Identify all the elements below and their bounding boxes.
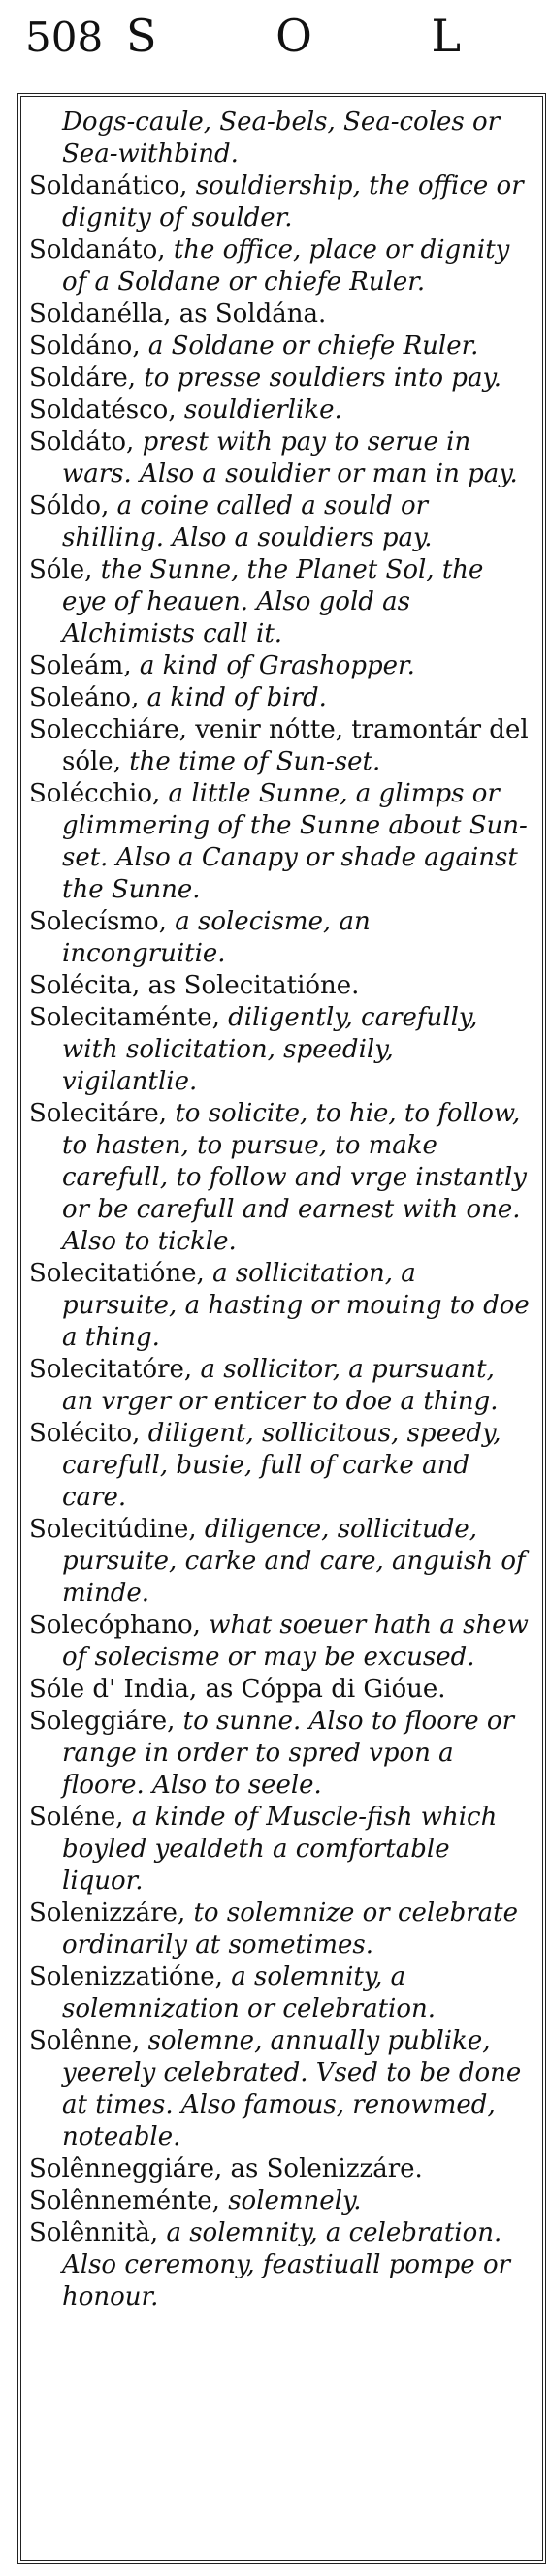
dictionary-entry — [62, 107, 534, 171]
dictionary-entry — [29, 330, 534, 362]
dictionary-entry — [29, 1610, 534, 1674]
dictionary-entry — [29, 394, 534, 426]
entry-definition: a kinde of Muscle-fish which boyled yealdeth a comfortable liquor. — [62, 1803, 498, 1896]
dictionary-entry — [29, 2217, 534, 2313]
entry-definition: souldierlike. — [183, 395, 342, 424]
entry-definition: to sunne. Also to floore or range in order to spred vpon a floore. Also to seele. — [62, 1707, 515, 1800]
entry-headword: Sóle d' India, as Cóppa di Gióue. — [29, 1675, 446, 1704]
dictionary-entries — [29, 107, 534, 2313]
entry-headword: Soléne, — [29, 1803, 124, 1832]
entry-definition: the time of Sun-set. — [129, 747, 381, 776]
entry-definition: a sollicitor, a pursuant, an vrger or enticer to doe a thing. — [62, 1355, 499, 1416]
entry-definition: a Soldane or chiefe Ruler. — [147, 331, 479, 361]
dictionary-entry — [29, 1802, 534, 1898]
entry-definition: a solecisme, an incongruitie. — [62, 907, 371, 968]
entry-headword: Solecitatóre, — [29, 1355, 193, 1384]
entry-definition: diligence, sollicitude, pursuite, carke and care, anguish of minde. — [62, 1515, 526, 1608]
entry-headword: Sóle, — [29, 555, 93, 584]
entry-headword: Soldanático, — [29, 172, 188, 201]
entry-definition: prest with pay to serue in wars. Also a souldier or man in pay. — [62, 427, 518, 488]
dictionary-entry — [29, 682, 534, 714]
page-header — [0, 0, 550, 83]
dictionary-entry — [29, 714, 534, 778]
entry-headword: Solécito, — [29, 1419, 141, 1448]
dictionary-entry — [29, 362, 534, 394]
entry-headword: Soldáre, — [29, 363, 137, 393]
dictionary-entry — [29, 650, 534, 682]
entry-definition: the office, place or dignity of a Soldane or chiefe Ruler. — [62, 236, 510, 297]
entry-definition: diligently, carefully, with solicitation, speedily, vigilantlie. — [62, 1003, 478, 1096]
entry-headword: Solênnità, — [29, 2218, 159, 2247]
entry-headword: Soldanélla, as Soldána. — [29, 299, 327, 329]
entry-headword: Soleáno, — [29, 683, 140, 712]
entry-headword: Solécita, as Solecitatióne. — [29, 971, 360, 1000]
entry-headword: Soldatésco, — [29, 395, 177, 424]
entry-definition: a little Sunne, a glimps or glimmering of the Sunne about Sun-set. Also a Canapy or shade against the Sunne. — [62, 779, 528, 904]
dictionary-entry — [29, 2153, 534, 2185]
entry-headword: Solênne, — [29, 2026, 141, 2056]
dictionary-entry — [29, 970, 534, 1002]
dictionary-entry — [29, 298, 534, 330]
dictionary-entry — [29, 426, 534, 490]
entry-definition: solemnely. — [228, 2186, 362, 2215]
dictionary-entry — [29, 490, 534, 554]
dictionary-entry — [29, 1706, 534, 1802]
entry-headword: Solecitatióne, — [29, 1259, 205, 1288]
entry-definition: to solicite, to hie, to follow, to hasten, to pursue, to make carefull, to follow and vrge instantly or be carefull and earnest with one. Also to tickle. — [62, 1099, 527, 1256]
entry-definition: diligent, sollicitous, speedy, carefull, busie, full of carke and care. — [62, 1419, 501, 1512]
dictionary-entry — [29, 2185, 534, 2217]
dictionary-entry — [29, 1898, 534, 1962]
entry-headword: Soldáto, — [29, 427, 135, 456]
entry-headword: Solecitáre, — [29, 1099, 168, 1128]
dictionary-entry — [29, 778, 534, 906]
entry-headword: Solecísmo, — [29, 907, 167, 936]
dictionary-entry — [29, 906, 534, 970]
entry-headword: Solênneménte, — [29, 2186, 220, 2215]
dictionary-entry — [29, 1962, 534, 2026]
dictionary-entry — [29, 1002, 534, 1098]
entry-definition: a kind of Grashopper. — [139, 651, 415, 680]
entry-definition: a coine called a sould or shilling. Also a souldiers pay. — [62, 491, 433, 552]
entry-headword: Soleggiáre, — [29, 1707, 176, 1736]
dictionary-entry — [29, 1418, 534, 1514]
entry-definition: a solemnity, a celebration. Also ceremony, feastiuall pompe or honour. — [62, 2218, 511, 2311]
dictionary-entry — [29, 1354, 534, 1418]
entry-definition: a kind of bird. — [146, 683, 327, 712]
entry-headword: Solecchiáre, venir nótte, tramontár del sóle, — [29, 715, 529, 776]
dictionary-entry — [29, 1674, 534, 1706]
entry-headword: Solenizzáre, — [29, 1899, 186, 1928]
entry-headword: Solecitúdine, — [29, 1515, 197, 1544]
entry-headword: Solênneggiáre, as Solenizzáre. — [29, 2154, 423, 2183]
entry-headword: Soldanáto, — [29, 236, 166, 265]
entry-definition: to solemnize or celebrate ordinarily at sometimes. — [62, 1899, 519, 1960]
entry-definition: what soeuer hath a shew of solecisme or may be excused. — [62, 1611, 529, 1672]
entry-headword: Solenizzatióne, — [29, 1963, 223, 1992]
dictionary-entry — [29, 171, 534, 235]
entry-headword: Solecitaménte, — [29, 1003, 220, 1032]
entry-definition: Dogs-caule, Sea-bels, Sea-coles or Sea-withbind. — [62, 108, 501, 169]
entry-definition: souldiership, the office or dignity of soulder. — [62, 172, 524, 233]
entry-definition: to presse souldiers into pay. — [144, 363, 501, 393]
entry-headword: Solecóphano, — [29, 1611, 201, 1640]
entry-headword: Sóldo, — [29, 491, 110, 520]
entry-headword: Soleám, — [29, 651, 132, 680]
dictionary-entry — [29, 235, 534, 298]
dictionary-entry — [29, 1514, 534, 1610]
entry-headword: Solécchio, — [29, 779, 161, 808]
page-number: 508 — [25, 14, 104, 61]
dictionary-entry — [29, 2026, 534, 2153]
dictionary-entry — [29, 1258, 534, 1354]
entry-definition: a sollicitation, a pursuite, a hasting or mouing to doe a thing. — [62, 1259, 530, 1352]
entry-definition: a solemnity, a solemnization or celebration. — [62, 1963, 437, 2024]
dictionary-entry — [29, 554, 534, 650]
entry-headword: Soldáno, — [29, 331, 141, 361]
dictionary-entry — [29, 1098, 534, 1258]
entry-definition: solemne, annually publike, yeerely celebrated. Vsed to be done at times. Also famous, renowmed, noteable. — [62, 2026, 522, 2152]
entry-definition: the Sunne, the Planet Sol, the eye of heauen. Also gold as Alchimists call it. — [62, 555, 484, 648]
running-head: S O L — [126, 10, 514, 62]
